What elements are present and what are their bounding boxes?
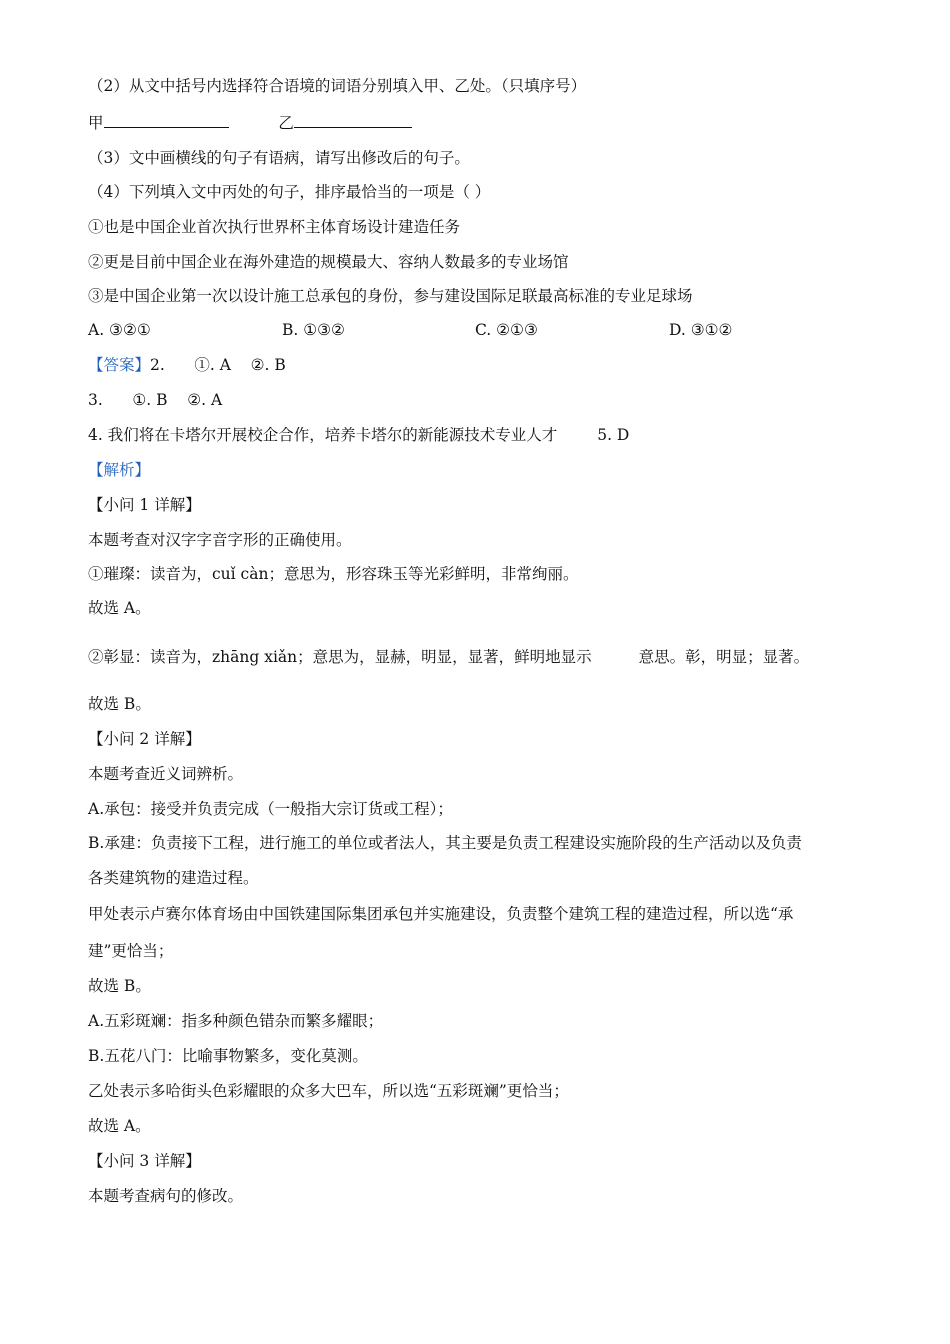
option-a[interactable]: A. ③②① <box>88 321 151 339</box>
q4-sentence-1: ①也是中国企业首次执行世界杯主体育场设计建造任务 <box>88 218 461 236</box>
jia-blank[interactable] <box>104 113 229 128</box>
jia-label: 甲 <box>88 114 104 132</box>
subquestion-2-heading: 【小问 2 详解】 <box>88 730 201 748</box>
q2-prompt: （2）从文中括号内选择符合语境的词语分别填入甲、乙处。（只填序号） <box>88 77 587 95</box>
answer-row-1 <box>88 355 286 375</box>
analysis-p16: 故选 A。 <box>88 1117 151 1135</box>
analysis-p10: 甲处表示卢赛尔体育场由中国铁建国际集团承包并实施建设，负责整个建筑工程的建造过程，所以选“承 <box>88 905 794 923</box>
q4-sentence-2: ②更是目前中国企业在海外建造的规模最大、容纳人数最多的专业场馆 <box>88 253 569 271</box>
answer-5: 5. D <box>597 426 630 444</box>
q2-blanks <box>88 113 412 133</box>
analysis-p6: 本题考查近义词辨析。 <box>88 765 244 783</box>
answer-row-3 <box>88 425 629 445</box>
analysis-p4-part-b: 意思。彰，明显；显著。 <box>638 648 810 666</box>
answer-4: 4. 我们将在卡塔尔开展校企合作，培养卡塔尔的新能源技术专业人才 <box>88 426 558 444</box>
option-d[interactable]: D. ③①② <box>669 321 733 339</box>
analysis-p7: A.承包：接受并负责完成（一般指大宗订货或工程）； <box>88 800 453 818</box>
analysis-p12: 故选 B。 <box>88 977 151 995</box>
q4-options <box>88 320 868 340</box>
analysis-p14: B.五花八门：比喻事物繁多，变化莫测。 <box>88 1047 368 1065</box>
analysis-p11: 建”更恰当； <box>88 942 174 960</box>
analysis-p17: 本题考查病句的修改。 <box>88 1187 244 1205</box>
analysis-p4 <box>88 647 809 667</box>
analysis-p15: 乙处表示多哈街头色彩耀眼的众多大巴车，所以选“五彩斑斓”更恰当； <box>88 1082 569 1100</box>
q4-prompt: （4）下列填入文中丙处的句子，排序最恰当的一项是（ ） <box>88 183 491 201</box>
answer-3: 3. ①. B ②. A <box>88 391 223 409</box>
answer-2: 2. ①. A ②. B <box>150 356 286 374</box>
analysis-p2: ①璀璨：读音为，cuǐ càn；意思为，形容珠玉等光彩鲜明，非常绚丽。 <box>88 565 579 583</box>
subquestion-3-heading: 【小问 3 详解】 <box>88 1152 201 1170</box>
answer-tag: 【答案】 <box>88 356 151 374</box>
q3-prompt: （3）文中画横线的句子有语病，请写出修改后的句子。 <box>88 149 470 167</box>
q4-sentence-3: ③是中国企业第一次以设计施工总承包的身份，参与建设国际足联最高标准的专业足球场 <box>88 287 693 305</box>
analysis-p5: 故选 B。 <box>88 695 151 713</box>
option-b[interactable]: B. ①③② <box>282 321 345 339</box>
analysis-p3: 故选 A。 <box>88 599 151 617</box>
analysis-p13: A.五彩斑斓：指多种颜色错杂而繁多耀眼； <box>88 1012 384 1030</box>
yi-label: 乙 <box>278 114 294 132</box>
option-c[interactable]: C. ②①③ <box>475 321 538 339</box>
subquestion-1-heading: 【小问 1 详解】 <box>88 496 201 514</box>
analysis-p8: B.承建：负责接下工程，进行施工的单位或者法人，其主要是负责工程建设实施阶段的生产活动以及负责 <box>88 834 802 852</box>
analysis-p1: 本题考查对汉字字音字形的正确使用。 <box>88 531 352 549</box>
analysis-tag: 【解析】 <box>88 461 151 479</box>
analysis-p4-part-a: ②彰显：读音为，zhāng xiǎn；意思为，显赫，明显，显著，鲜明地显示 <box>88 648 592 666</box>
analysis-p9: 各类建筑物的建造过程。 <box>88 869 259 887</box>
yi-blank[interactable] <box>294 113 412 128</box>
